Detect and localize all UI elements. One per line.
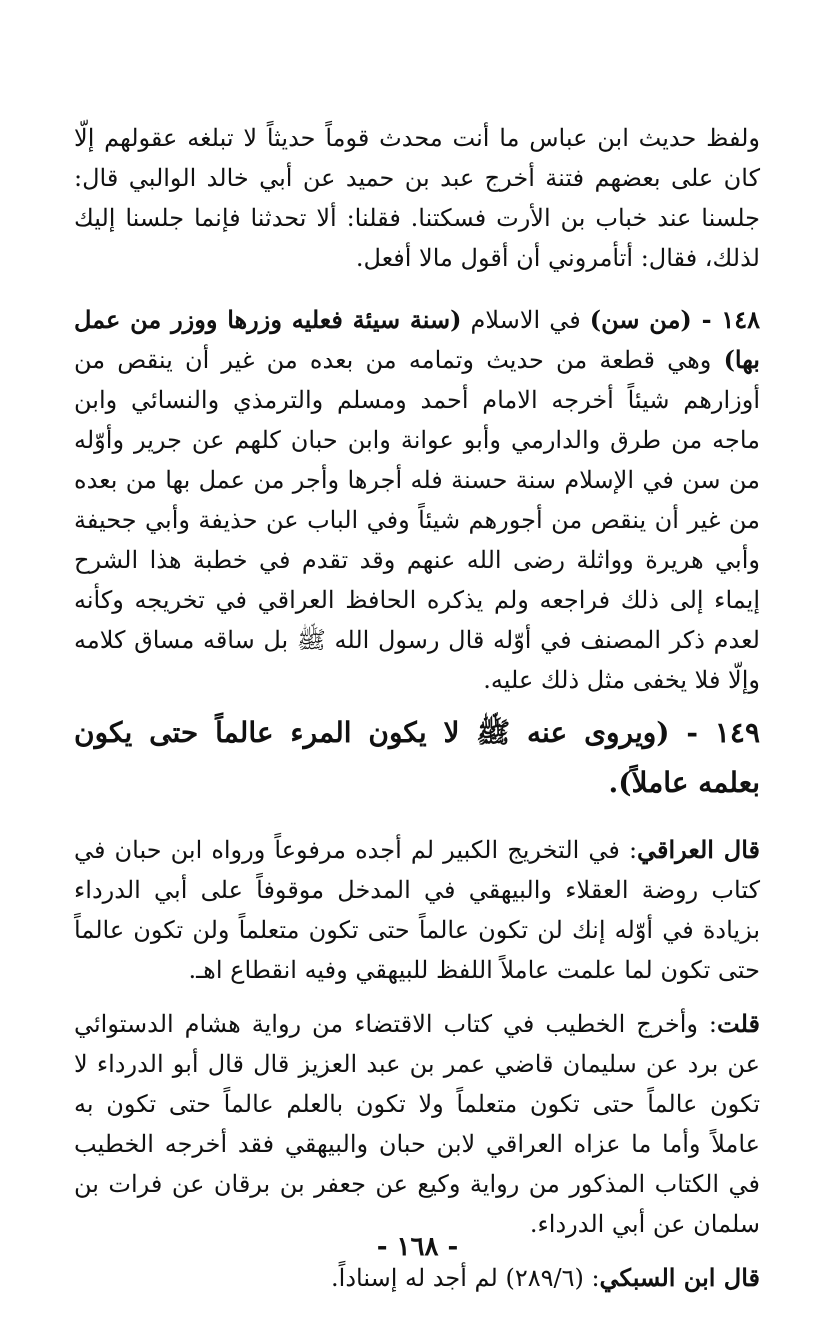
page-body [74,118,760,1298]
paragraph-intro: ولفظ حديث ابن عباس ما أنت محدث قوماً حديثاً لا تبلغه عقولهم إلّا كان على بعضهم فتنة أخرج عبد بن حميد عن أبي خالد الوالبي قال: جلسنا عند خباب بن الأرت فسكتنا. فقلنا: ألا تحدثنا فإنما جلسنا إليك لذلك، فقال: أتأمروني أن أقول مالا أفعل. [74,124,760,272]
label-qult: قلت [717,1009,760,1038]
entry-148-quote-1: (من سن) [589,305,692,334]
text-iraqi: : في التخريج الكبير لم أجده مرفوعاً ورواه ابن حبان في كتاب روضة العقلاء والبيهقي في المدخل موقوفاً على أبي الدرداء بزيادة في أوّله إنك لن تكون عالماً حتى تكون متعلماً ولن تكون عالماً حتى تكون لما علمت عاملاً اللفظ للبيهقي وفيه انقطاع اهـ. [74,836,760,984]
paragraph-subki [74,1258,760,1298]
entry-number-148: ١٤٨ - [691,305,761,334]
entry-number-149: ١٤٩ - [669,716,760,749]
entry-149-tail: . [608,766,619,799]
text-subki: : (٢٨٩/٦) لم أجد له إسناداً. [331,1264,600,1292]
paragraph-qult [74,1004,760,1244]
page-number: - ١٦٨ - [376,1232,459,1262]
text-qult: : وأخرج الخطيب في كتاب الاقتضاء من رواية هشام الدستوائي عن برد عن سليمان قاضي عمر بن عبد العزيز قال قال أبو الدرداء لا تكون عالماً حتى تكون متعلماً ولا تكون بالعلم عالماً حتى تكون به عاملاً وأما ما عزاه العراقي لابن حبان والبيهقي فقد أخرجه الخطيب في الكتاب المذكور من رواية وكيع عن جعفر بن برقان عن فرات بن سلمان عن أبي الدرداء. [74,1010,761,1238]
entry-148 [74,300,760,700]
paragraph-iraqi [74,830,760,990]
entry-148-mid: في الاسلام [461,306,590,334]
entry-149-quote: (ويروى عنه ﷺ لا يكون المرء عالماً حتى يكون بعلمه عاملاً) [74,716,760,799]
entry-148-quote-2: (سنة سيئة فعليه وزرها ووزر من عمل بها) [74,305,760,374]
entry-149 [74,708,760,808]
label-subki: قال ابن السبكي [599,1263,760,1292]
entry-148-commentary: وهي قطعة من حديث وتمامه من بعده من غير أن ينقص من أوزارهم شيئاً أخرجه الامام أحمد ومسلم والترمذي والنسائي وابن ماجه من طرق والدارمي وأبو عوانة وابن حبان كلهم عن جرير وأوّله من سن في الإسلام سنة حسنة فله أجرها وأجر من عمل بها من بعده من غير أن ينقص من أجورهم شيئاً وفي الباب عن حذيفة وأبي جحيفة وأبي هريرة وواثلة رضى الله عنهم وقد تقدم في خطبة هذا الشرح إيماء إلى ذلك فراجعه ولم يذكره الحافظ العراقي في تخريجه وكأنه لعدم ذكر المصنف في أوّله قال رسول الله ﷺ بل ساقه مساق كلامه وإلّا فلا يخفى مثل ذلك عليه. [74,346,760,694]
label-iraqi: قال العراقي [637,835,760,864]
